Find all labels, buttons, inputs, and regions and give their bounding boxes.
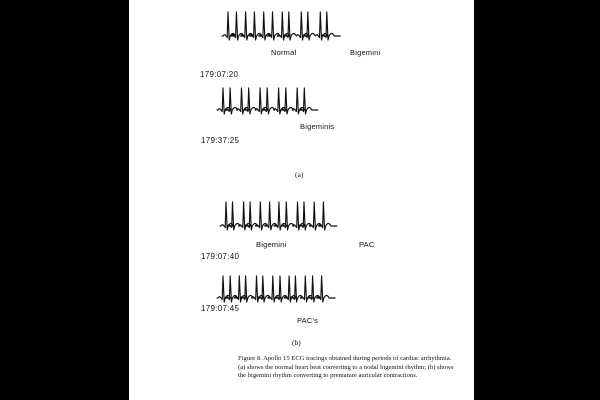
trace-1-timestamp: 179:07:20 xyxy=(200,70,239,79)
panel-label-a: (a) xyxy=(295,170,304,179)
trace-3-timestamp: 179:07:40 xyxy=(201,252,240,261)
ecg-waveform xyxy=(217,88,318,114)
trace-4-timestamp: 179:07:45 xyxy=(201,304,240,313)
ecg-trace-1 xyxy=(222,10,410,46)
trace-2-label-bigeminis: Bigeminis xyxy=(300,122,335,131)
trace-3-label-pac: PAC xyxy=(359,240,375,249)
trace-1-label-bigemini: Bigemini xyxy=(350,48,381,57)
trace-2-timestamp: 179:37:25 xyxy=(201,136,240,145)
ecg-trace-2 xyxy=(217,84,407,120)
trace-1-label-normal: Normal xyxy=(271,48,297,57)
figure-caption xyxy=(238,355,470,381)
ecg-waveform xyxy=(217,276,335,302)
trace-3-label-bigemini: Bigemini xyxy=(256,240,287,249)
caption-line-2: (a) shows the normal heart beat converting to a nodal bigemini rhythm; (b) shows xyxy=(238,363,454,371)
panel-label-b: (b) xyxy=(292,338,301,347)
trace-4-label-pacs: PAC's xyxy=(297,316,319,325)
ecg-waveform xyxy=(222,12,340,40)
caption-line-1: Figure 8. Apollo 15 ECG tracings obtained during periods of cardiac arrhythmia. xyxy=(238,355,452,362)
caption-line-3: the bigemini rhythm converting to premature auricular contractions. xyxy=(238,372,418,380)
ecg-trace-3 xyxy=(220,200,410,236)
ecg-waveform xyxy=(220,202,337,230)
ecg-trace-4 xyxy=(217,270,407,310)
